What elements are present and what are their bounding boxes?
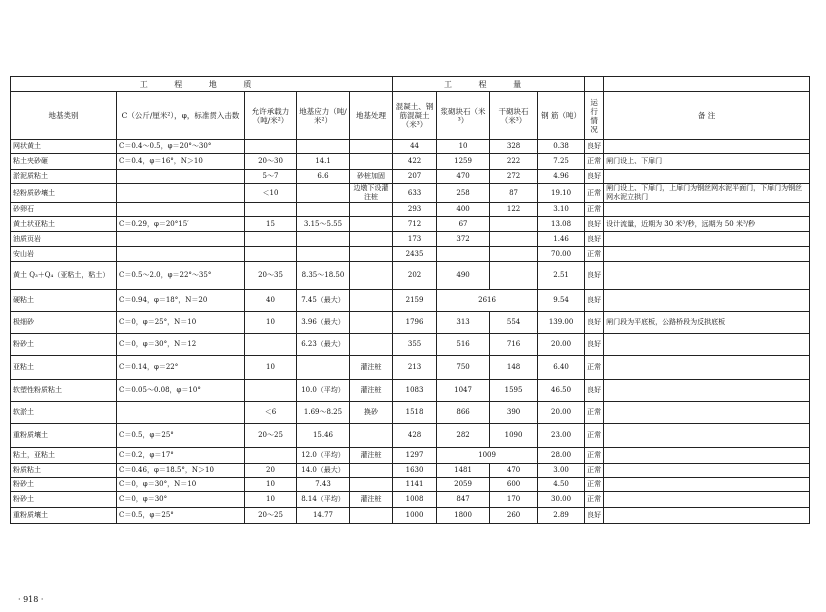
cell-concrete: 1297 bbox=[393, 448, 437, 464]
cell-stress: 15.46 bbox=[297, 424, 350, 448]
cell-treat: 砂桩加固 bbox=[350, 170, 393, 184]
cell-param: C＝0.5，φ＝25° bbox=[117, 508, 245, 524]
cell-stress: 12.0（平均） bbox=[297, 448, 350, 464]
cell-stress bbox=[297, 232, 350, 247]
group-header-geo: 工 程 地 质 bbox=[11, 77, 393, 92]
cell-stone: 750 bbox=[437, 356, 490, 380]
cell-type: 亚粘土 bbox=[11, 356, 117, 380]
cell-status: 正常 bbox=[585, 424, 604, 448]
cell-type: 硬粘土 bbox=[11, 290, 117, 312]
cell-dry: 222 bbox=[490, 154, 538, 170]
cell-stress: 14.1 bbox=[297, 154, 350, 170]
cell-steel: 2.51 bbox=[538, 262, 585, 290]
cell-treat bbox=[350, 334, 393, 356]
cell-allow bbox=[245, 247, 297, 262]
cell-dry bbox=[490, 232, 538, 247]
cell-steel: 4.50 bbox=[538, 478, 585, 492]
table-row bbox=[11, 448, 810, 464]
cell-treat bbox=[350, 508, 393, 524]
cell-treat bbox=[350, 262, 393, 290]
cell-type: 淤泥质粘土 bbox=[11, 170, 117, 184]
header-param: C（公斤/厘米²），φ，标准贯入击数 bbox=[117, 92, 245, 140]
cell-allow: 5～7 bbox=[245, 170, 297, 184]
cell-param: C＝0.46，φ＝18.5°，N＞10 bbox=[117, 464, 245, 478]
cell-concrete: 1796 bbox=[393, 312, 437, 334]
cell-param: C＝0，φ＝25°，N＝10 bbox=[117, 312, 245, 334]
cell-concrete: 1000 bbox=[393, 508, 437, 524]
cell-treat bbox=[350, 312, 393, 334]
cell-allow: 20～35 bbox=[245, 262, 297, 290]
cell-dry: 1595 bbox=[490, 380, 538, 402]
cell-stress bbox=[297, 184, 350, 203]
cell-concrete: 1083 bbox=[393, 380, 437, 402]
header-steel: 钢 筋（吨） bbox=[538, 92, 585, 140]
cell-concrete: 1008 bbox=[393, 492, 437, 508]
cell-status: 良好 bbox=[585, 380, 604, 402]
cell-status: 正常 bbox=[585, 464, 604, 478]
cell-allow: 10 bbox=[245, 478, 297, 492]
cell-status: 良好 bbox=[585, 312, 604, 334]
cell-note bbox=[604, 262, 810, 290]
cell-param bbox=[117, 402, 245, 424]
cell-concrete: 633 bbox=[393, 184, 437, 203]
table-row bbox=[11, 203, 810, 217]
cell-concrete: 202 bbox=[393, 262, 437, 290]
cell-dry: 716 bbox=[490, 334, 538, 356]
cell-allow: ＜10 bbox=[245, 184, 297, 203]
cell-treat: 灌注桩 bbox=[350, 356, 393, 380]
cell-stress: 10.0（平均） bbox=[297, 380, 350, 402]
cell-concrete: 1518 bbox=[393, 402, 437, 424]
cell-type: 软塑性粉质粘土 bbox=[11, 380, 117, 402]
table-row bbox=[11, 424, 810, 448]
cell-param: C＝0，φ＝30° bbox=[117, 492, 245, 508]
cell-note bbox=[604, 247, 810, 262]
cell-stone: 372 bbox=[437, 232, 490, 247]
cell-note bbox=[604, 402, 810, 424]
cell-allow: 20～25 bbox=[245, 424, 297, 448]
table-row bbox=[11, 170, 810, 184]
cell-note: 闸门设上、下扉门 bbox=[604, 154, 810, 170]
cell-stone: 10 bbox=[437, 140, 490, 154]
cell-dry: 148 bbox=[490, 356, 538, 380]
cell-type: 极细砂 bbox=[11, 312, 117, 334]
cell-param: C＝0，φ＝30°，N＝12 bbox=[117, 334, 245, 356]
cell-allow: 20～30 bbox=[245, 154, 297, 170]
cell-status: 正常 bbox=[585, 203, 604, 217]
cell-stress bbox=[297, 247, 350, 262]
cell-treat bbox=[350, 478, 393, 492]
cell-treat bbox=[350, 154, 393, 170]
cell-allow: 40 bbox=[245, 290, 297, 312]
header-status: 运行情况 bbox=[585, 92, 604, 140]
cell-steel: 20.00 bbox=[538, 334, 585, 356]
cell-dry: 122 bbox=[490, 203, 538, 217]
cell-status: 正常 bbox=[585, 478, 604, 492]
cell-status: 良好 bbox=[585, 232, 604, 247]
cell-stress: 8.35～18.50 bbox=[297, 262, 350, 290]
table-row bbox=[11, 247, 810, 262]
cell-type: 网状黄土 bbox=[11, 140, 117, 154]
cell-concrete: 422 bbox=[393, 154, 437, 170]
cell-type: 粉砂土 bbox=[11, 492, 117, 508]
cell-stone: 282 bbox=[437, 424, 490, 448]
group-header-blank bbox=[585, 77, 604, 92]
cell-treat: 灌注桩 bbox=[350, 448, 393, 464]
cell-param bbox=[117, 247, 245, 262]
cell-steel: 20.00 bbox=[538, 402, 585, 424]
table-row bbox=[11, 140, 810, 154]
cell-dry: 1090 bbox=[490, 424, 538, 448]
cell-concrete: 44 bbox=[393, 140, 437, 154]
cell-stone: 67 bbox=[437, 217, 490, 232]
cell-note bbox=[604, 492, 810, 508]
cell-note bbox=[604, 424, 810, 448]
cell-steel: 28.00 bbox=[538, 448, 585, 464]
cell-steel: 0.38 bbox=[538, 140, 585, 154]
header-type: 地基类别 bbox=[11, 92, 117, 140]
cell-concrete: 173 bbox=[393, 232, 437, 247]
cell-type: 轻粉质砂壤土 bbox=[11, 184, 117, 203]
cell-type: 粉质粘土 bbox=[11, 464, 117, 478]
header-stone: 浆砌块石（米³） bbox=[437, 92, 490, 140]
cell-steel: 7.25 bbox=[538, 154, 585, 170]
cell-param: C＝0.5，φ＝25° bbox=[117, 424, 245, 448]
cell-steel: 9.54 bbox=[538, 290, 585, 312]
cell-type: 砂卵石 bbox=[11, 203, 117, 217]
cell-param: C＝0.2，φ＝17° bbox=[117, 448, 245, 464]
cell-concrete: 213 bbox=[393, 356, 437, 380]
cell-status: 良好 bbox=[585, 262, 604, 290]
cell-concrete: 207 bbox=[393, 170, 437, 184]
cell-param bbox=[117, 170, 245, 184]
cell-dry: 260 bbox=[490, 508, 538, 524]
cell-param: C＝0.05～0.08，φ＝10° bbox=[117, 380, 245, 402]
cell-type: 粘土，亚粘土 bbox=[11, 448, 117, 464]
column-header-row bbox=[11, 92, 810, 140]
table-row bbox=[11, 402, 810, 424]
cell-stone: 470 bbox=[437, 170, 490, 184]
cell-status: 良好 bbox=[585, 290, 604, 312]
cell-treat: 边墩下设灌注桩 bbox=[350, 184, 393, 203]
cell-treat: 灌注桩 bbox=[350, 492, 393, 508]
cell-type: 油质页岩 bbox=[11, 232, 117, 247]
cell-concrete: 355 bbox=[393, 334, 437, 356]
cell-param: C＝0.5～2.0，φ＝22°～35° bbox=[117, 262, 245, 290]
cell-dry: 170 bbox=[490, 492, 538, 508]
table-row bbox=[11, 356, 810, 380]
table-row bbox=[11, 478, 810, 492]
cell-stress: 14.0（最大） bbox=[297, 464, 350, 478]
cell-concrete: 428 bbox=[393, 424, 437, 448]
cell-note bbox=[604, 334, 810, 356]
cell-note: 闸门段为平底板，公路桥段为反拱底板 bbox=[604, 312, 810, 334]
cell-allow: 20～25 bbox=[245, 508, 297, 524]
cell-stress: 6.6 bbox=[297, 170, 350, 184]
cell-note: 设计流量，近期为 30 米³/秒，远期为 50 米³/秒 bbox=[604, 217, 810, 232]
table-row bbox=[11, 380, 810, 402]
cell-type: 黄土 Q₃＋Q₄（亚粘土，粘土） bbox=[11, 262, 117, 290]
table-row bbox=[11, 232, 810, 247]
cell-steel: 23.00 bbox=[538, 424, 585, 448]
cell-status: 良好 bbox=[585, 217, 604, 232]
table-row bbox=[11, 508, 810, 524]
cell-concrete: 1141 bbox=[393, 478, 437, 492]
cell-concrete: 1630 bbox=[393, 464, 437, 478]
header-concrete: 混凝土、钢筋混凝土（米³） bbox=[393, 92, 437, 140]
cell-stress bbox=[297, 140, 350, 154]
cell-param bbox=[117, 232, 245, 247]
cell-steel: 1.46 bbox=[538, 232, 585, 247]
cell-steel: 2.89 bbox=[538, 508, 585, 524]
cell-stone: 866 bbox=[437, 402, 490, 424]
header-stress: 地基应力（吨/米²） bbox=[297, 92, 350, 140]
cell-steel: 46.50 bbox=[538, 380, 585, 402]
cell-stone: 2059 bbox=[437, 478, 490, 492]
cell-note bbox=[604, 464, 810, 478]
cell-type: 重粉质壤土 bbox=[11, 424, 117, 448]
cell-steel: 30.00 bbox=[538, 492, 585, 508]
cell-allow bbox=[245, 203, 297, 217]
cell-stress: 7.45（最大） bbox=[297, 290, 350, 312]
cell-param: C＝0.4，φ＝16°，N＞10 bbox=[117, 154, 245, 170]
cell-treat bbox=[350, 203, 393, 217]
cell-steel: 13.08 bbox=[538, 217, 585, 232]
cell-allow bbox=[245, 140, 297, 154]
cell-concrete: 2159 bbox=[393, 290, 437, 312]
cell-allow: 15 bbox=[245, 217, 297, 232]
table-row bbox=[11, 312, 810, 334]
table-row bbox=[11, 290, 810, 312]
cell-dry: 390 bbox=[490, 402, 538, 424]
table-row bbox=[11, 492, 810, 508]
cell-type: 粉砂土 bbox=[11, 478, 117, 492]
cell-steel: 4.96 bbox=[538, 170, 585, 184]
cell-dry: 600 bbox=[490, 478, 538, 492]
table-row bbox=[11, 154, 810, 170]
cell-param: C＝0.14，φ＝22° bbox=[117, 356, 245, 380]
cell-note bbox=[604, 356, 810, 380]
cell-treat: 灌注桩 bbox=[350, 380, 393, 402]
cell-stress: 1.69～8.25 bbox=[297, 402, 350, 424]
cell-note bbox=[604, 380, 810, 402]
cell-note bbox=[604, 508, 810, 524]
table-row bbox=[11, 464, 810, 478]
cell-param: C＝0.29，φ＝20°15′ bbox=[117, 217, 245, 232]
cell-concrete: 712 bbox=[393, 217, 437, 232]
cell-type: 重粉质壤土 bbox=[11, 508, 117, 524]
cell-steel: 19.10 bbox=[538, 184, 585, 203]
cell-status: 良好 bbox=[585, 334, 604, 356]
data-table bbox=[10, 76, 810, 524]
cell-steel: 3.00 bbox=[538, 464, 585, 478]
cell-dry: 328 bbox=[490, 140, 538, 154]
cell-status: 正常 bbox=[585, 448, 604, 464]
cell-stress: 8.14（平均） bbox=[297, 492, 350, 508]
cell-type: 软淤土 bbox=[11, 402, 117, 424]
cell-type: 安山岩 bbox=[11, 247, 117, 262]
cell-steel: 6.40 bbox=[538, 356, 585, 380]
cell-allow: 10 bbox=[245, 492, 297, 508]
cell-allow: 10 bbox=[245, 356, 297, 380]
cell-param: C＝0.94，φ＝18°，N＝20 bbox=[117, 290, 245, 312]
cell-concrete: 2435 bbox=[393, 247, 437, 262]
cell-allow: 20 bbox=[245, 464, 297, 478]
cell-note bbox=[604, 448, 810, 464]
cell-stress bbox=[297, 203, 350, 217]
cell-stress: 7.43 bbox=[297, 478, 350, 492]
cell-note bbox=[604, 203, 810, 217]
cell-treat bbox=[350, 232, 393, 247]
cell-dry: 87 bbox=[490, 184, 538, 203]
cell-param bbox=[117, 203, 245, 217]
cell-stress: 3.15～5.55 bbox=[297, 217, 350, 232]
cell-dry: 272 bbox=[490, 170, 538, 184]
cell-status: 良好 bbox=[585, 508, 604, 524]
cell-treat bbox=[350, 290, 393, 312]
cell-stone: 313 bbox=[437, 312, 490, 334]
cell-stone: 400 bbox=[437, 203, 490, 217]
cell-stress bbox=[297, 356, 350, 380]
table-row bbox=[11, 262, 810, 290]
cell-steel: 139.00 bbox=[538, 312, 585, 334]
cell-dry: 554 bbox=[490, 312, 538, 334]
cell-status: 正常 bbox=[585, 356, 604, 380]
cell-treat bbox=[350, 140, 393, 154]
group-header-row bbox=[11, 77, 810, 92]
table-row bbox=[11, 334, 810, 356]
cell-treat bbox=[350, 217, 393, 232]
cell-stone: 2616 bbox=[437, 290, 538, 312]
cell-type: 粉砂土 bbox=[11, 334, 117, 356]
header-allow: 允许承载力（吨/米²） bbox=[245, 92, 297, 140]
cell-allow: 10 bbox=[245, 312, 297, 334]
cell-stone: 1259 bbox=[437, 154, 490, 170]
cell-stress: 6.23（最大） bbox=[297, 334, 350, 356]
cell-note bbox=[604, 170, 810, 184]
cell-stone: 847 bbox=[437, 492, 490, 508]
group-header-qty: 工 程 量 bbox=[393, 77, 585, 92]
cell-status: 正常 bbox=[585, 247, 604, 262]
cell-stone bbox=[437, 247, 490, 262]
header-treat: 地基处理 bbox=[350, 92, 393, 140]
table-row bbox=[11, 184, 810, 203]
cell-stone: 1800 bbox=[437, 508, 490, 524]
cell-steel: 70.00 bbox=[538, 247, 585, 262]
cell-param: C＝0，φ＝30°，N＝10 bbox=[117, 478, 245, 492]
cell-concrete: 293 bbox=[393, 203, 437, 217]
cell-type: 粘土夹砂砸 bbox=[11, 154, 117, 170]
cell-allow bbox=[245, 448, 297, 464]
header-dry: 干砌块石（米³） bbox=[490, 92, 538, 140]
cell-treat bbox=[350, 424, 393, 448]
cell-status: 正常 bbox=[585, 154, 604, 170]
cell-note bbox=[604, 140, 810, 154]
cell-note: 闸门设上、下扉门，上扉门为钢丝网水泥平面门，下扉门为钢丝网水泥立拱门 bbox=[604, 184, 810, 203]
header-note: 备 注 bbox=[604, 92, 810, 140]
cell-allow bbox=[245, 232, 297, 247]
cell-dry bbox=[490, 262, 538, 290]
cell-treat: 换砂 bbox=[350, 402, 393, 424]
cell-status: 正常 bbox=[585, 184, 604, 203]
cell-allow: ＜6 bbox=[245, 402, 297, 424]
page-number: · 918 · bbox=[18, 595, 44, 604]
group-header-blank bbox=[604, 77, 810, 92]
cell-param: C＝0.4～0.5，φ＝20°～30° bbox=[117, 140, 245, 154]
cell-param bbox=[117, 184, 245, 203]
cell-stone: 516 bbox=[437, 334, 490, 356]
cell-stone: 1481 bbox=[437, 464, 490, 478]
cell-treat bbox=[350, 247, 393, 262]
cell-stress: 14.77 bbox=[297, 508, 350, 524]
cell-dry bbox=[490, 247, 538, 262]
cell-dry: 470 bbox=[490, 464, 538, 478]
cell-status: 良好 bbox=[585, 140, 604, 154]
cell-allow bbox=[245, 334, 297, 356]
cell-note bbox=[604, 290, 810, 312]
cell-stone: 258 bbox=[437, 184, 490, 203]
cell-stone: 1047 bbox=[437, 380, 490, 402]
table-row bbox=[11, 217, 810, 232]
cell-stone: 1009 bbox=[437, 448, 538, 464]
cell-steel: 3.10 bbox=[538, 203, 585, 217]
cell-allow bbox=[245, 380, 297, 402]
cell-note bbox=[604, 478, 810, 492]
cell-status: 正常 bbox=[585, 402, 604, 424]
cell-status: 良好 bbox=[585, 170, 604, 184]
cell-stress: 3.96（最大） bbox=[297, 312, 350, 334]
cell-dry bbox=[490, 217, 538, 232]
cell-stone: 490 bbox=[437, 262, 490, 290]
cell-type: 黄土状亚粘土 bbox=[11, 217, 117, 232]
cell-note bbox=[604, 232, 810, 247]
cell-status: 正常 bbox=[585, 492, 604, 508]
cell-treat bbox=[350, 464, 393, 478]
